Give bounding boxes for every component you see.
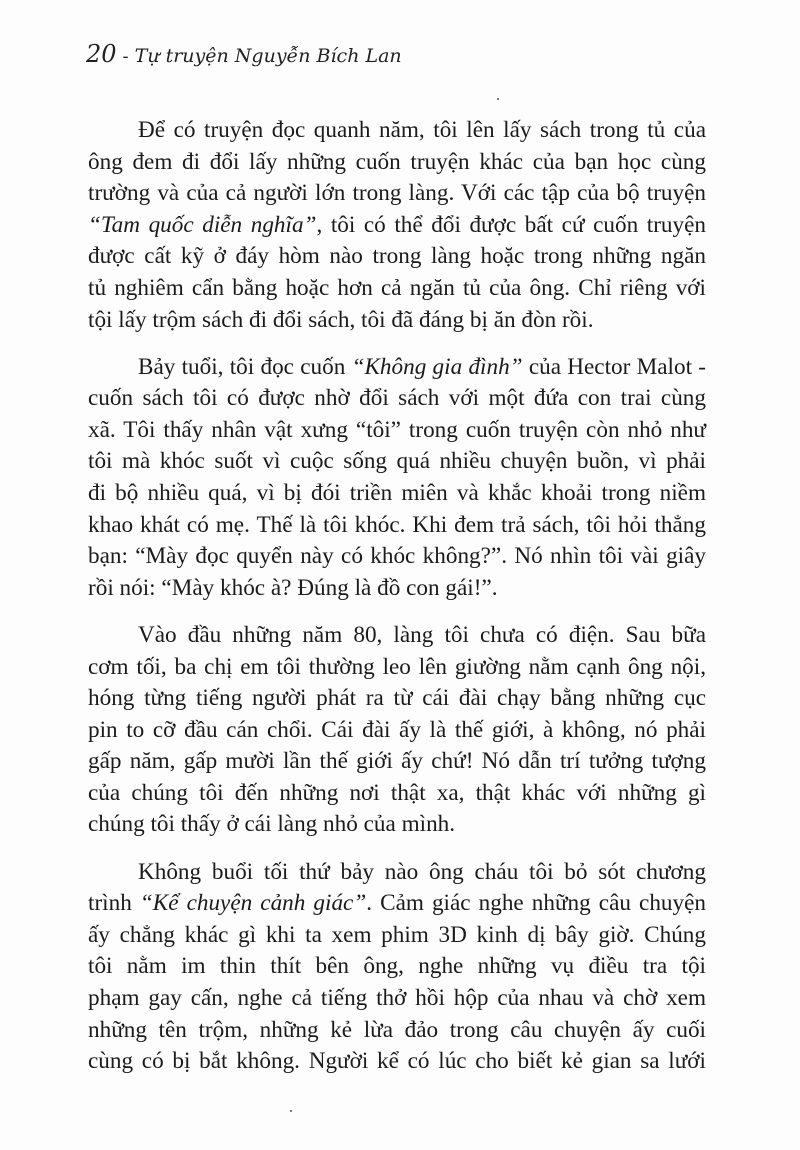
paragraph <box>88 115 706 336</box>
text-run: Không buổi tối thứ bảy nào ông cháu tôi bỏ sót chương <box>138 858 706 885</box>
text-line <box>88 715 706 747</box>
text-run: Vào đầu những năm 80, làng tôi chưa có điện. Sau bữa <box>138 621 706 648</box>
text-run: đi bộ nhiều quá, vì bị đói triền miên và khắc khoải trong niềm <box>88 480 706 507</box>
text-line <box>88 1015 706 1047</box>
text-run: xã. Tôi thấy nhân vật xưng “tôi” trong cuốn truyện còn nhỏ như <box>88 416 706 443</box>
print-speck <box>497 98 499 100</box>
text-line <box>88 620 706 652</box>
italic-title: “Không gia đình” <box>351 353 523 380</box>
book-title: Tự truyện Nguyễn Bích Lan <box>134 45 402 67</box>
text-run: những tên trộm, những kẻ lừa đảo trong câu chuyện ấy cuối <box>88 1016 706 1043</box>
text-line <box>88 241 706 273</box>
text-line <box>88 778 706 810</box>
text-line <box>88 478 706 510</box>
text-run: tôi nằm im thin thít bên ông, nghe những vụ điều tra tội <box>88 953 706 980</box>
text-line <box>88 510 706 542</box>
text-line <box>88 115 706 147</box>
text-line <box>88 446 706 478</box>
running-header <box>86 40 402 68</box>
text-run: trường và của cả người lớn trong làng. Với các tập của bộ truyện <box>88 180 706 207</box>
text-run: pin to cỡ đầu cán chổi. Cái đài ấy là thế giới, à không, nó phải <box>88 716 706 743</box>
paragraph <box>88 352 706 605</box>
text-line <box>88 305 706 337</box>
text-run: của Hector Malot - <box>522 353 706 380</box>
text-line <box>88 178 706 210</box>
text-run: . Cảm giác nghe những câu chuyện <box>366 890 706 917</box>
text-run: phạm gay cấn, nghe cả tiếng thở hồi hộp của nhau và chờ xem <box>88 984 706 1011</box>
text-line <box>88 415 706 447</box>
text-line <box>88 541 706 573</box>
text-line <box>88 273 706 305</box>
text-line <box>88 352 706 384</box>
text-run: tủ nghiêm cẩn bằng hoặc hơn cả ngăn tủ của ông. Chỉ riêng với <box>88 274 706 301</box>
text-line <box>88 888 706 920</box>
text-line <box>88 809 706 841</box>
text-line <box>88 652 706 684</box>
text-run: bạn: “Mày đọc quyển này có khóc không?”. Nó nhìn tôi vài giây <box>88 543 706 570</box>
text-run: , tôi có thể đổi được bất cứ cuốn truyện <box>316 211 706 238</box>
text-run: Bảy tuổi, tôi đọc cuốn <box>138 353 352 380</box>
text-run: cùng có bị bắt không. Người kể có lúc cho biết kẻ gian sa lưới <box>88 1048 706 1075</box>
body-text <box>88 115 706 1093</box>
text-run: được cất kỹ ở đáy hòm nào trong làng hoặc trong những ngăn <box>88 243 706 270</box>
text-line <box>88 383 706 415</box>
text-run: tôi mà khóc suốt vì cuộc sống quá nhiều chuyện buồn, vì phải <box>88 448 706 475</box>
text-line <box>88 210 706 242</box>
text-line <box>88 683 706 715</box>
text-line <box>88 573 706 605</box>
text-run: tội lấy trộm sách đi đổi sách, tôi đã đáng bị ăn đòn rồi. <box>88 306 594 333</box>
text-run: cuốn sách tôi có được nhờ đổi sách với một đứa con trai cùng <box>88 385 706 412</box>
text-line <box>88 147 706 179</box>
text-run: Để có truyện đọc quanh năm, tôi lên lấy sách trong tủ của <box>138 117 706 143</box>
paragraph <box>88 857 706 1078</box>
text-run: ông đem đi đổi lấy những cuốn truyện khác của bạn học cùng <box>88 148 706 175</box>
text-run: cơm tối, ba chị em tôi thường leo lên giường nằm cạnh ông nội, <box>88 653 706 680</box>
text-line <box>88 746 706 778</box>
text-run: chúng tôi thấy ở cái làng nhỏ của mình. <box>88 811 456 838</box>
italic-title: “Kể chuyện cảnh giác” <box>139 890 367 917</box>
text-run: ấy chẳng khác gì khi ta xem phim 3D kinh dị bây giờ. Chúng <box>88 921 706 948</box>
text-run: khao khát có mẹ. Thế là tôi khóc. Khi đem trả sách, tôi hỏi thẳng <box>88 511 706 538</box>
text-run: gấp năm, gấp mười lần thế giới ấy chứ! Nó dẫn trí tưởng tượng <box>88 748 706 775</box>
text-run: của chúng tôi đến những nơi thật xa, thật khác với những gì <box>88 779 706 806</box>
text-line <box>88 951 706 983</box>
page-number: 20 <box>86 40 117 68</box>
text-run: rồi nói: “Mày khóc à? Đúng là đồ con gái!”. <box>88 574 498 601</box>
italic-title: “Tam quốc diễn nghĩa” <box>88 211 317 238</box>
text-line <box>88 1046 706 1078</box>
text-run: trình <box>88 890 140 917</box>
header-separator: - <box>122 46 129 67</box>
text-line <box>88 920 706 952</box>
text-run: hóng từng tiếng người phát ra từ cái đài chạy bằng những cục <box>88 685 706 712</box>
paragraph <box>88 620 706 841</box>
text-line <box>88 857 706 889</box>
text-line <box>88 983 706 1015</box>
print-speck <box>290 1110 292 1112</box>
